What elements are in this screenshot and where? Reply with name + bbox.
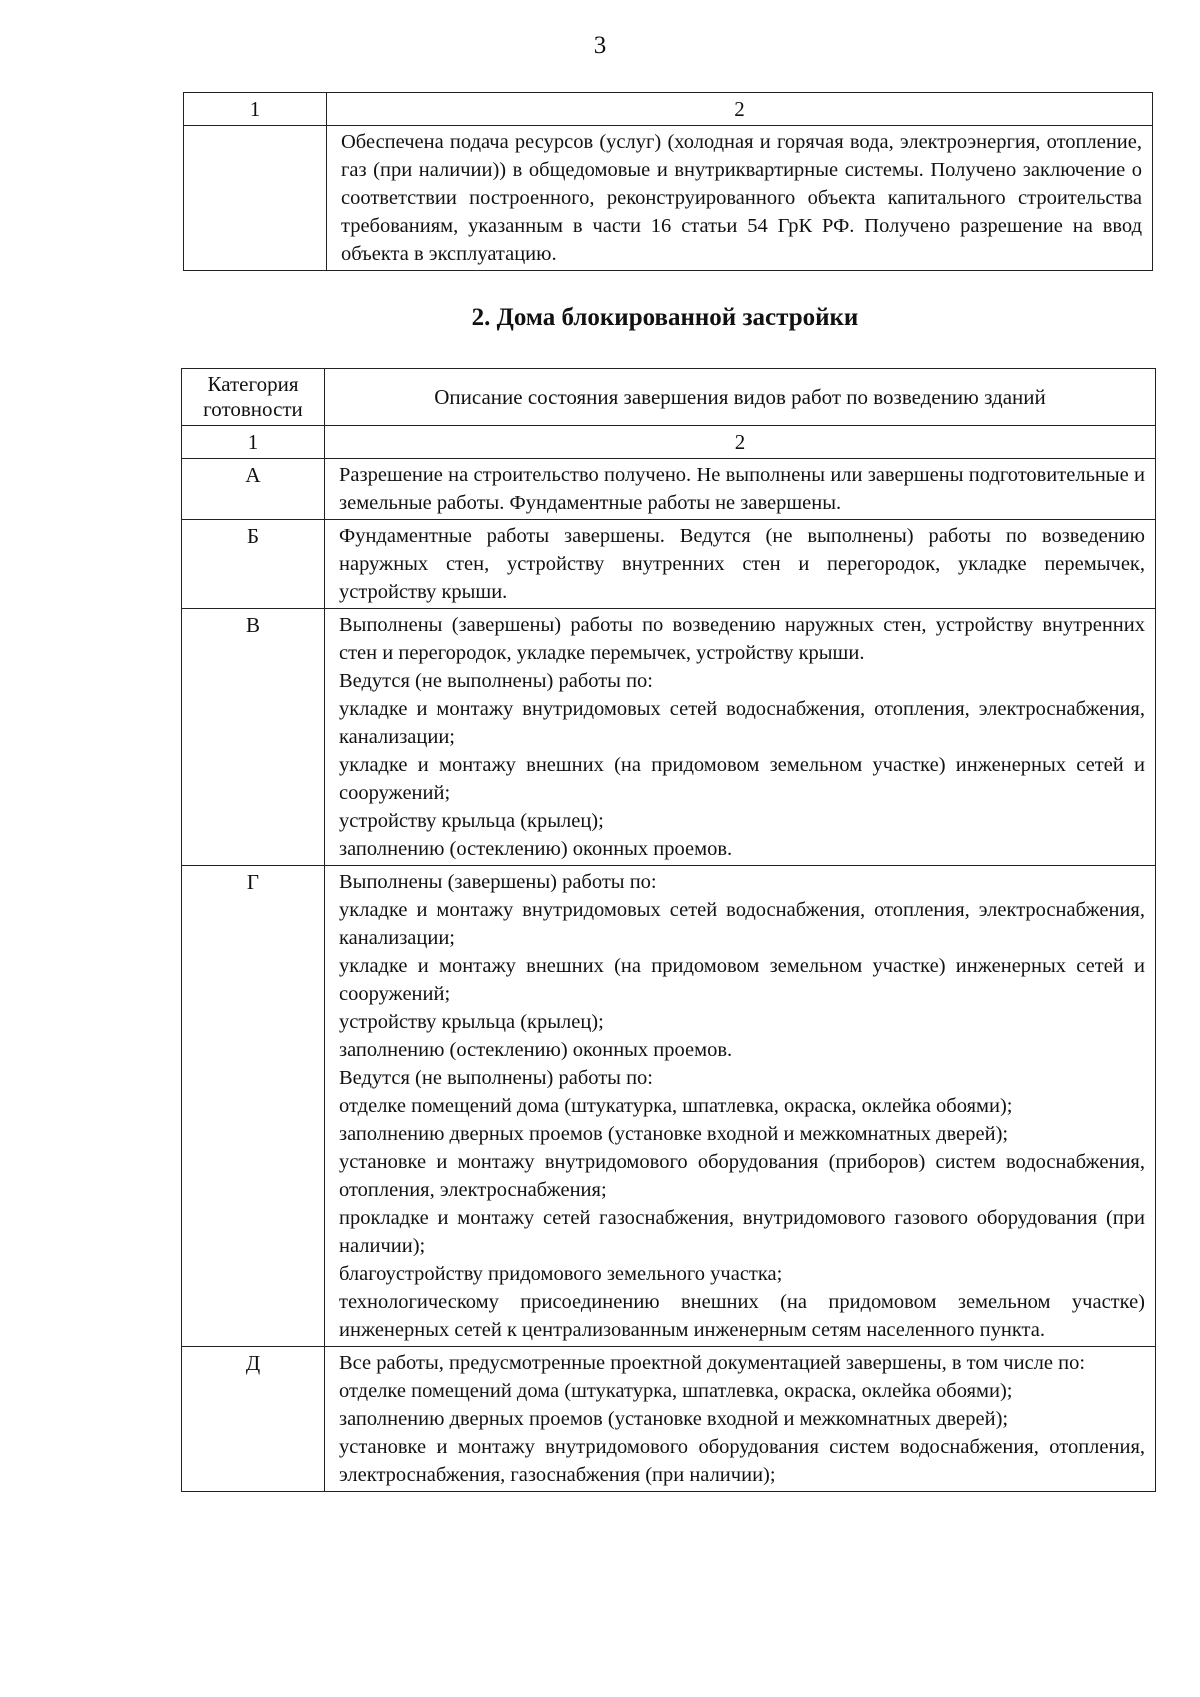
description-line: Выполнены (завершены) работы по возведению наружных стен, устройству внутренних стен и перегородок, укладке перемычек, устройству крыши.: [339, 614, 1145, 664]
description-line: отделке помещений дома (штукатурка, шпатлевка, окраска, оклейка обоями);: [339, 1095, 1013, 1117]
description-line: заполнению (остеклению) оконных проемов.: [339, 1039, 733, 1061]
description-line: укладке и монтажу внутридомовых сетей водоснабжения, отопления, электроснабжения, канализации;: [339, 899, 1145, 949]
description-line: заполнению дверных проемов (установке входной и межкомнатных дверей);: [339, 1408, 1009, 1430]
readiness-table: [181, 368, 1156, 1492]
description-line: прокладке и монтажу сетей газоснабжения, внутридомового газового оборудования (при наличии);: [339, 1207, 1145, 1257]
continuation-table: [183, 92, 1153, 271]
page-number: 3: [593, 32, 607, 59]
description-line: Выполнены (завершены) работы по:: [339, 871, 657, 893]
description-line: устройству крыльца (крылец);: [339, 1011, 604, 1033]
description-line: отделке помещений дома (штукатурка, шпатлевка, окраска, оклейка обоями);: [339, 1380, 1013, 1402]
description-line: Фундаментные работы завершены. Ведутся (не выполнены) работы по возведению наружных стен, устройству внутренних стен и перегородок, укладке перемычек, устройству крыши.: [339, 525, 1145, 603]
column-number-row: [182, 426, 1156, 459]
header-category: Категория готовности: [182, 369, 325, 426]
category-cell: В: [182, 609, 325, 866]
category-cell-empty: [184, 126, 327, 271]
description-line: благоустройству придомового земельного участка;: [339, 1263, 783, 1285]
table-row: [182, 459, 1156, 520]
description-line: Все работы, предусмотренные проектной документацией завершены, в том числе по:: [339, 1352, 1086, 1374]
header-row: [182, 369, 1156, 426]
description-cell: [325, 520, 1156, 609]
description-line: устройству крыльца (крылец);: [339, 810, 604, 832]
description-line: укладке и монтажу внешних (на придомовом земельном участке) инженерных сетей и сооружений;: [339, 955, 1145, 1005]
description-cell: [325, 866, 1156, 1347]
column-number-row: [184, 93, 1153, 126]
description-cell: Обеспечена подача ресурсов (услуг) (холодная и горячая вода, электроэнергия, отопление, газ (при наличии)) в общедомовые и внутриквартирные системы. Получено заключение о соответствии построенного, реконструированного объекта капитального строительства требованиям, указанным в части 16 статьи 54 ГрК РФ. Получено разрешение на ввод объекта в эксплуатацию.: [327, 126, 1153, 271]
column-number-2: 2: [327, 93, 1153, 126]
table-row: [182, 1347, 1156, 1492]
description-line: укладке и монтажу внешних (на придомовом земельном участке) инженерных сетей и сооружений;: [339, 754, 1145, 804]
description-cell: [325, 609, 1156, 866]
category-cell: Д: [182, 1347, 325, 1492]
description-cell: [325, 1347, 1156, 1492]
column-number-1: 1: [184, 93, 327, 126]
description-line: Ведутся (не выполнены) работы по:: [339, 1067, 653, 1089]
description-line: технологическому присоединению внешних (на придомовом земельном участке) инженерных сетей к централизованным инженерным сетям населенного пункта.: [339, 1291, 1145, 1341]
description-line: установке и монтажу внутридомового оборудования (приборов) систем водоснабжения, отопления, электроснабжения;: [339, 1151, 1145, 1201]
description-cell: [325, 459, 1156, 520]
section-title: 2. Дома блокированной застройки: [471, 304, 859, 331]
category-cell: Г: [182, 866, 325, 1347]
description-line: укладке и монтажу внутридомовых сетей водоснабжения, отопления, электроснабжения, канализации;: [339, 698, 1145, 748]
description-line: заполнению дверных проемов (установке входной и межкомнатных дверей);: [339, 1123, 1009, 1145]
description-line: установке и монтажу внутридомового оборудования систем водоснабжения, отопления, электроснабжения, газоснабжения (при наличии);: [339, 1436, 1145, 1486]
table-row: [182, 609, 1156, 866]
table-body: [182, 459, 1156, 1492]
table-row: [184, 126, 1153, 271]
description-line: Разрешение на строительство получено. Не выполнены или завершены подготовительные и земельные работы. Фундаментные работы не завершены.: [339, 464, 1145, 514]
category-cell: А: [182, 459, 325, 520]
description-line: Ведутся (не выполнены) работы по:: [339, 670, 653, 692]
column-number-1: 1: [182, 426, 325, 459]
column-number-2: 2: [325, 426, 1156, 459]
table-row: [182, 866, 1156, 1347]
table-row: [182, 520, 1156, 609]
header-description: Описание состояния завершения видов работ по возведению зданий: [325, 369, 1156, 426]
category-cell: Б: [182, 520, 325, 609]
description-line: заполнению (остеклению) оконных проемов.: [339, 838, 733, 860]
